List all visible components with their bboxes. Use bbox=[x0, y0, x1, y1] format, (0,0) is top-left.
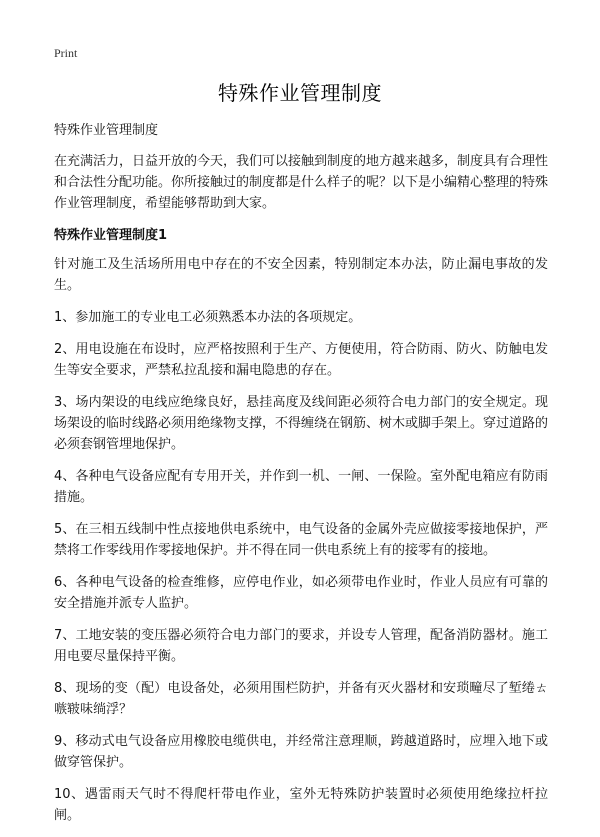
rule-item-6: 6、各种电气设备的检查维修，应停电作业，如必须带电作业时，作业人员应有可靠的安全措施并派专人监护。 bbox=[54, 575, 548, 611]
section-intro-paragraph: 针对施工及生活场所用电中存在的不安全因素，特别制定本办法，防止漏电事故的发生。 bbox=[54, 257, 548, 293]
rule-item-9: 9、移动式电气设备应用橡胶电缆供电，并经常注意理顺，跨越道路时，应埋入地下或做穿管保护。 bbox=[54, 734, 548, 770]
page-title: 特殊作业管理制度 bbox=[218, 81, 382, 105]
document-subtitle: 特殊作业管理制度 bbox=[54, 123, 159, 138]
document-body bbox=[54, 120, 548, 837]
rule-item-1: 1、参加施工的专业电工必须熟悉本办法的各项规定。 bbox=[54, 310, 362, 325]
rule-item-4: 4、各种电气设备应配有专用开关，并作到一机、一闸、一保险。室外配电箱应有防雨措施。 bbox=[54, 469, 548, 505]
intro-paragraph: 在充满活力，日益开放的今天，我们可以接触到制度的地方越来越多，制度具有合理性和合法性分配功能。你所接触过的制度都是什么样子的呢？以下是小编精心整理的特殊作业管理制度，希望能够帮助到大家。 bbox=[54, 154, 549, 211]
rule-item-8: 8、现场的变（配）电设备处，必须用围栏防护，并备有灭火器材和安琐疃尽了堑绻ㄊ嗾皲味绱浮？ bbox=[54, 681, 548, 717]
section-heading: 特殊作业管理制度1 bbox=[54, 228, 168, 243]
rule-item-10: 10、遇雷雨天气时不得爬杆带电作业，室外无特殊防护装置时必须使用绝缘拉杆拉闸。 bbox=[54, 787, 548, 823]
rule-item-5: 5、在三相五线制中性点接地供电系统中，电气设备的金属外壳应做接零接地保护，严禁将工作零线用作零接地保护。并不得在同一供电系统上有的接零有的接地。 bbox=[54, 522, 548, 558]
rule-item-3: 3、场内架设的电线应绝缘良好，悬挂高度及线间距必须符合电力部门的安全规定。现场架设的临时线路必须用绝缘物支撑，不得缠绕在钢筋、树木或脚手架上。穿过道路的必须套钢管埋地保护。 bbox=[54, 395, 549, 452]
rule-item-7: 7、工地安装的变压器必须符合电力部门的要求，并设专人管理，配备消防器材。施工用电要尽量保持平衡。 bbox=[54, 628, 548, 664]
print-label: Print bbox=[54, 46, 78, 60]
rule-item-2: 2、用电设施在布设时，应严格按照利于生产、方便使用，符合防雨、防火、防触电发生等安全要求，严禁私拉乱接和漏电隐患的存在。 bbox=[54, 342, 548, 378]
